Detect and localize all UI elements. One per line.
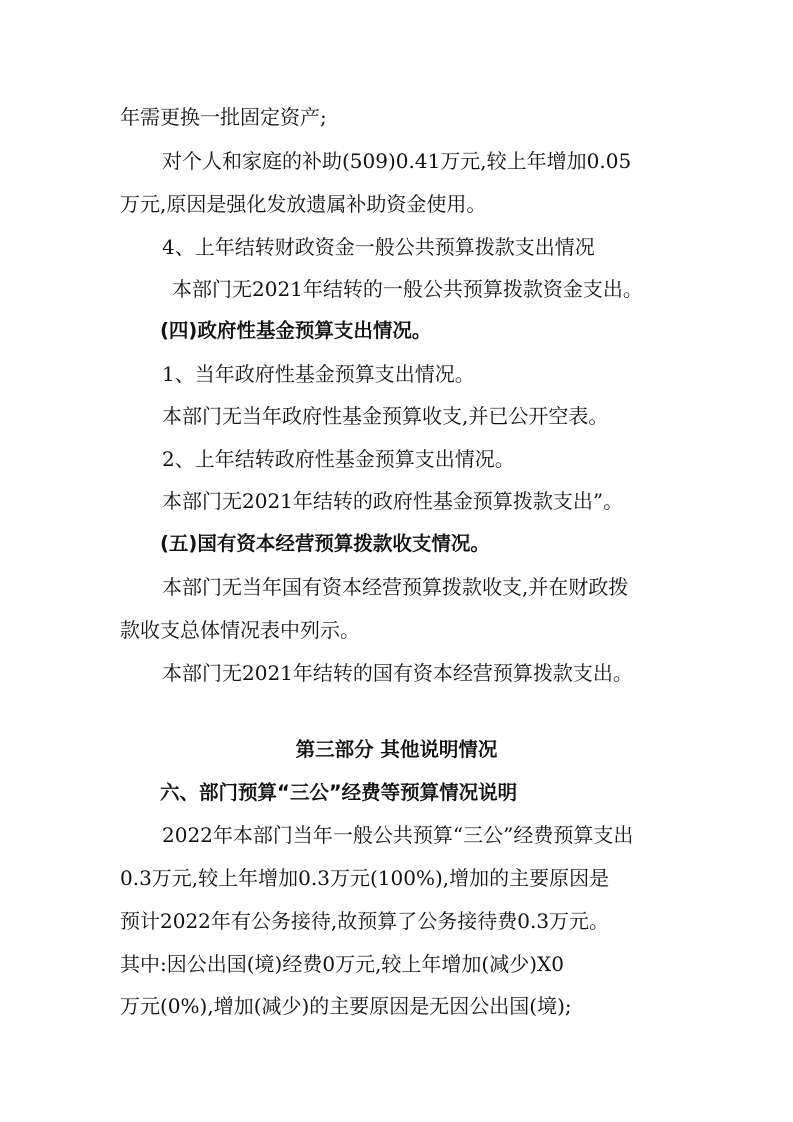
section-heading: (五)国有资本经营预算拨款收支情况。 (160, 532, 490, 555)
body-text-line: 本部门无2021年结转的一般公共预算拨款资金支出。 (172, 277, 643, 301)
body-text-line: 年需更换一批固定资产; (120, 105, 327, 129)
body-text-line: 本部门无2021年结转的国有资本经营预算拨款支出。 (162, 661, 633, 685)
body-text-line: 本部门无当年政府性基金预算收支,并已公开空表。 (162, 404, 609, 428)
list-heading: 1、当年政府性基金预算支出情况。 (162, 362, 475, 386)
body-text-line: 万元(0%),增加(减少)的主要原因是无因公出国(境); (120, 994, 572, 1018)
body-text-line: 对个人和家庭的补助(509)0.41万元,较上年增加0.05 (162, 149, 632, 173)
list-heading: 4、上年结转财政资金一般公共预算拨款支出情况 (162, 235, 595, 259)
body-text-line: 0.3万元,较上年增加0.3万元(100%),增加的主要原因是 (120, 866, 610, 890)
part-title: 第三部分 其他说明情况 (295, 738, 498, 761)
section-heading: 六、部门预算“三公”经费等预算情况说明 (160, 781, 518, 804)
body-text-line: 本部门无当年国有资本经营预算拨款收支,并在财政拨 (162, 575, 629, 599)
list-heading: 2、上年结转政府性基金预算支出情况。 (162, 447, 515, 471)
body-text-line: 款收支总体情况表中列示。 (120, 618, 360, 642)
body-text-line: 本部门无2021年结转的政府性基金预算拨款支出”。 (162, 489, 624, 513)
section-heading: (四)政府性基金预算支出情况。 (160, 319, 432, 342)
body-text-line: 万元,原因是强化发放遗属补助资金使用。 (120, 192, 487, 216)
body-text-line: 预计2022年有公务接待,故预算了公务接待费0.3万元。 (120, 909, 610, 933)
body-text-line: 2022年本部门当年一般公共预算“三公”经费预算支出 (162, 823, 634, 847)
body-text-line: 其中:因公出国(境)经费0万元,较上年增加(减少)X0 (120, 952, 564, 976)
